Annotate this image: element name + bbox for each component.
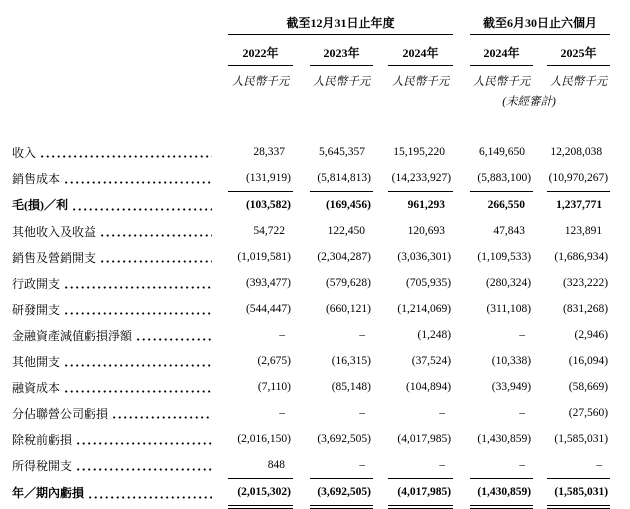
- cell-value: –: [279, 329, 285, 341]
- dot-leader: [65, 364, 212, 367]
- unit-label: 人民幣千元: [231, 76, 290, 88]
- cell-value: (2,946): [574, 329, 609, 341]
- column-gap: [293, 218, 310, 244]
- cell-value: (1,248): [417, 329, 452, 341]
- row-label-text: 融資成本: [12, 380, 61, 395]
- column-gap: [533, 192, 547, 219]
- year-header-2025-interim: 2025年: [547, 35, 610, 66]
- table-row: [12, 270, 610, 296]
- dot-leader: [101, 260, 212, 263]
- cell-value: (131,919): [228, 165, 293, 192]
- column-gap: [533, 244, 547, 270]
- unaudited-row: [12, 91, 610, 109]
- cell-value: (393,477): [245, 277, 291, 289]
- cell-value: (280,324): [486, 277, 532, 289]
- cell-value: (10,338): [491, 355, 532, 367]
- unit-row: [12, 66, 610, 92]
- column-gap: [373, 270, 388, 296]
- column-gap: [293, 244, 310, 270]
- column-gap: [293, 270, 310, 296]
- table-row: [12, 218, 610, 244]
- year-header-2024-interim: 2024年: [470, 35, 533, 66]
- year-header-2024: 2024年: [388, 35, 453, 66]
- cell-value: (5,883,100): [470, 165, 533, 192]
- table-row: [12, 296, 610, 322]
- cell-value: (85,148): [331, 381, 371, 393]
- row-label: [12, 348, 228, 374]
- cell-value: –: [359, 407, 365, 419]
- table-body: [12, 139, 610, 507]
- cell-value: (10,970,267): [547, 165, 610, 192]
- cell-value: –: [310, 452, 373, 479]
- column-gap: [293, 165, 310, 192]
- row-label: [12, 192, 228, 219]
- cell-value: (7,110): [257, 381, 291, 393]
- cell-value: –: [359, 329, 365, 341]
- row-label-text: 銷售及營銷開支: [12, 250, 97, 265]
- row-label: [12, 165, 228, 192]
- column-gap: [293, 426, 310, 452]
- cell-value: (3,036,301): [397, 251, 452, 263]
- column-gap: [453, 296, 470, 322]
- column-gap: [373, 165, 388, 192]
- column-gap: [533, 400, 547, 426]
- cell-value: 266,550: [487, 199, 526, 211]
- header-spacer: [12, 109, 610, 139]
- dot-leader: [89, 496, 212, 499]
- table-row: [12, 192, 610, 219]
- row-label-text: 其他開支: [12, 354, 61, 369]
- row-label: [12, 218, 228, 244]
- cell-value: (103,582): [245, 199, 291, 211]
- row-label-text: 研發開支: [12, 302, 61, 317]
- cell-value: (16,094): [568, 355, 609, 367]
- column-gap: [293, 296, 310, 322]
- row-label-text: 毛(損)／利: [12, 198, 68, 213]
- cell-value: (1,686,934): [554, 251, 609, 263]
- table-row: [12, 139, 610, 165]
- page: [0, 12, 630, 506]
- cell-value: (2,304,287): [317, 251, 371, 263]
- cell-value: (1,585,031): [547, 479, 610, 508]
- cell-value: (1,109,533): [477, 251, 532, 263]
- column-gap: [373, 452, 388, 479]
- row-label-text: 除稅前虧損: [12, 432, 73, 447]
- row-label-text: 年／期內虧損: [12, 486, 85, 501]
- financial-table: [12, 12, 610, 509]
- column-gap: [453, 139, 470, 165]
- dot-leader: [77, 442, 212, 445]
- column-gap: [293, 452, 310, 479]
- column-gap: [453, 426, 470, 452]
- column-gap: [453, 165, 470, 192]
- cell-value: –: [547, 452, 610, 479]
- cell-value: 120,693: [407, 225, 446, 237]
- cell-value: 28,337: [253, 146, 285, 158]
- column-gap: [293, 479, 310, 508]
- column-gap: [533, 270, 547, 296]
- dot-leader: [77, 468, 212, 471]
- dot-leader: [113, 416, 212, 419]
- cell-value: (660,121): [325, 303, 371, 315]
- cell-value: 6,149,650: [479, 146, 526, 158]
- column-gap: [373, 139, 388, 165]
- year-header-row: [12, 35, 610, 66]
- table-row: [12, 426, 610, 452]
- dot-leader: [65, 390, 212, 393]
- cell-value: –: [279, 407, 285, 419]
- column-gap: [373, 479, 388, 508]
- cell-value: (58,669): [568, 381, 609, 393]
- table-row: [12, 479, 610, 508]
- year-header-2022: 2022年: [228, 35, 293, 66]
- cell-value: (4,017,985): [388, 479, 453, 508]
- cell-value: (1,214,069): [397, 303, 452, 315]
- table-row: [12, 244, 610, 270]
- column-gap: [373, 218, 388, 244]
- column-gap: [453, 348, 470, 374]
- cell-value: (1,430,859): [470, 479, 533, 508]
- row-label: [12, 400, 228, 426]
- cell-value: (2,016,150): [237, 433, 291, 445]
- cell-value: 123,891: [564, 225, 603, 237]
- table-row: [12, 165, 610, 192]
- cell-value: 54,722: [253, 225, 285, 237]
- year-header-2023: 2023年: [310, 35, 373, 66]
- column-gap: [533, 218, 547, 244]
- column-gap: [453, 244, 470, 270]
- row-label-text: 行政開支: [12, 276, 61, 291]
- cell-value: 15,195,220: [393, 146, 446, 158]
- row-label-text: 金融資產減值虧損淨額: [12, 328, 133, 343]
- column-gap: [533, 165, 547, 192]
- column-gap: [453, 452, 470, 479]
- dot-leader: [65, 312, 212, 315]
- cell-value: (27,560): [568, 407, 609, 419]
- column-gap: [453, 479, 470, 508]
- column-gap: [533, 139, 547, 165]
- column-gap: [373, 400, 388, 426]
- column-gap: [533, 426, 547, 452]
- table-row: [12, 374, 610, 400]
- dot-leader: [101, 234, 212, 237]
- table-row: [12, 322, 610, 348]
- column-gap: [293, 322, 310, 348]
- label-column-header: [12, 12, 228, 35]
- row-label-text: 分佔聯營公司虧損: [12, 406, 109, 421]
- dot-leader: [41, 155, 212, 158]
- cell-value: (544,447): [245, 303, 291, 315]
- column-gap: [453, 374, 470, 400]
- cell-value: –: [439, 407, 446, 419]
- column-gap: [533, 348, 547, 374]
- cell-value: (14,233,927): [388, 165, 453, 192]
- row-label: [12, 296, 228, 322]
- dot-leader: [137, 338, 212, 341]
- cell-value: 5,645,357: [319, 146, 365, 158]
- column-gap: [533, 452, 547, 479]
- cell-value: (579,628): [325, 277, 371, 289]
- cell-value: (705,935): [406, 277, 452, 289]
- column-gap: [373, 192, 388, 219]
- cell-value: (37,524): [411, 355, 452, 367]
- cell-value: (3,692,505): [317, 433, 371, 445]
- table-row: [12, 400, 610, 426]
- column-gap: [293, 192, 310, 219]
- cell-value: (831,268): [563, 303, 609, 315]
- table-row: [12, 348, 610, 374]
- cell-value: (4,017,985): [397, 433, 452, 445]
- unit-label: 人民幣千元: [472, 76, 531, 88]
- cell-value: –: [519, 407, 526, 419]
- column-gap: [373, 296, 388, 322]
- cell-value: 47,843: [493, 225, 526, 237]
- row-label: [12, 479, 228, 508]
- row-label: [12, 139, 228, 165]
- cell-value: –: [519, 329, 526, 341]
- row-label-text: 其他收入及收益: [12, 224, 97, 239]
- row-label: [12, 374, 228, 400]
- dot-leader: [65, 181, 212, 184]
- cell-value: (104,894): [406, 381, 452, 393]
- row-label: [12, 322, 228, 348]
- row-label: [12, 270, 228, 296]
- column-gap: [533, 296, 547, 322]
- cell-value: 961,293: [407, 199, 446, 211]
- column-gap: [533, 322, 547, 348]
- column-gap: [373, 348, 388, 374]
- column-gap: [293, 374, 310, 400]
- period-group-annual: 截至12月31日止年度: [228, 12, 453, 35]
- cell-value: 1,237,771: [556, 199, 603, 211]
- unit-label: 人民幣千元: [549, 76, 608, 88]
- cell-value: –: [388, 452, 453, 479]
- cell-value: (1,585,031): [554, 433, 609, 445]
- cell-value: (5,814,813): [310, 165, 373, 192]
- cell-value: (3,692,505): [310, 479, 373, 508]
- period-group-interim: 截至6月30日止六個月: [470, 12, 610, 35]
- column-gap: [373, 374, 388, 400]
- cell-value: (2,675): [257, 355, 291, 367]
- column-gap: [453, 192, 470, 219]
- column-gap: [453, 400, 470, 426]
- column-gap: [453, 12, 470, 35]
- cell-value: 122,450: [327, 225, 365, 237]
- cell-value: (2,015,302): [228, 479, 293, 508]
- column-gap: [533, 479, 547, 508]
- unit-label: 人民幣千元: [312, 76, 371, 88]
- cell-value: 12,208,038: [550, 146, 603, 158]
- column-gap: [293, 348, 310, 374]
- cell-value: (311,108): [486, 303, 532, 315]
- period-group-row: [12, 12, 610, 35]
- row-label: [12, 452, 228, 479]
- row-label-text: 銷售成本: [12, 171, 61, 186]
- row-label: [12, 426, 228, 452]
- row-label-text: 收入: [12, 145, 37, 160]
- column-gap: [453, 270, 470, 296]
- cell-value: (16,315): [331, 355, 371, 367]
- dot-leader: [73, 208, 212, 211]
- row-label-text: 所得稅開支: [12, 458, 73, 473]
- table-row: [12, 452, 610, 479]
- column-gap: [533, 374, 547, 400]
- column-gap: [453, 218, 470, 244]
- column-gap: [293, 139, 310, 165]
- column-gap: [373, 426, 388, 452]
- cell-value: (33,949): [491, 381, 532, 393]
- cell-value: 848: [228, 452, 293, 479]
- column-gap: [453, 322, 470, 348]
- column-gap: [373, 322, 388, 348]
- column-gap: [373, 244, 388, 270]
- cell-value: –: [470, 452, 533, 479]
- column-gap: [293, 400, 310, 426]
- cell-value: (323,222): [563, 277, 609, 289]
- dot-leader: [65, 286, 212, 289]
- row-label: [12, 244, 228, 270]
- unit-label: 人民幣千元: [391, 76, 450, 88]
- cell-value: (1,430,859): [477, 433, 532, 445]
- cell-value: (169,456): [325, 199, 371, 211]
- cell-value: (1,019,581): [237, 251, 291, 263]
- unaudited-note: (未經審計): [502, 96, 556, 108]
